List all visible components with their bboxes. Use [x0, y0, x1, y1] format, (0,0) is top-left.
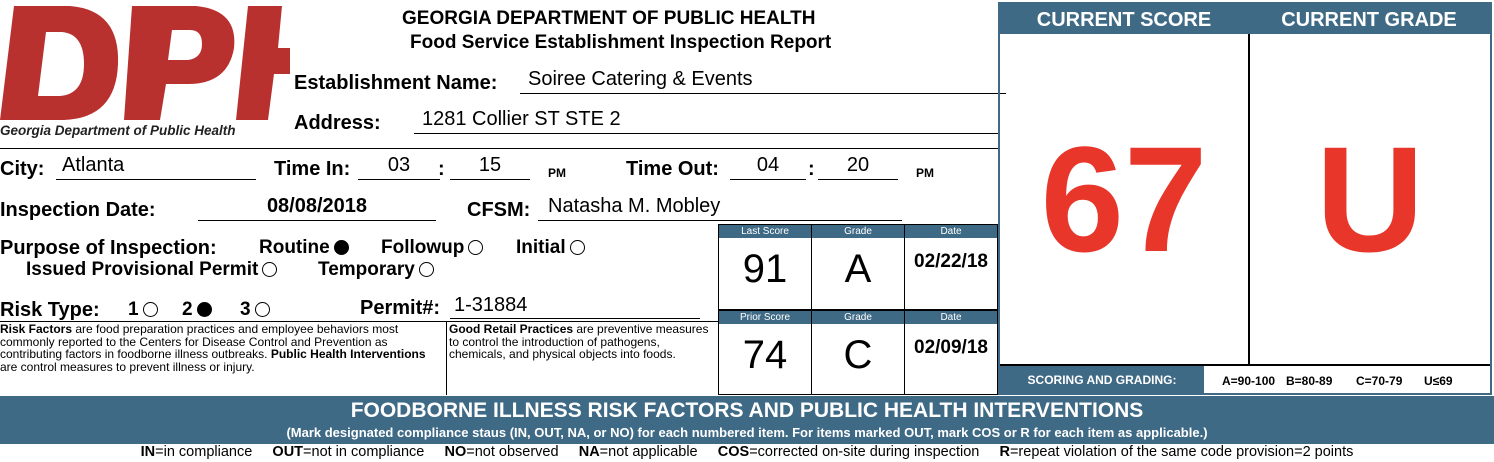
time-in-separator: :	[438, 158, 445, 180]
last-grade-cell	[812, 225, 905, 309]
risk-type-2[interactable]	[182, 299, 212, 321]
phi-text: are control measures to prevent illness or injury.	[0, 359, 255, 374]
risk-type-label: Risk Type:	[0, 299, 100, 321]
purpose-followup-label: Followup	[381, 237, 465, 258]
dph-logo-mark	[0, 4, 290, 126]
purpose-provisional[interactable]	[26, 259, 277, 281]
risk-factors-term: Risk Factors	[0, 322, 73, 336]
risk-type-2-radio[interactable]	[197, 302, 212, 317]
risk-type-1[interactable]	[128, 299, 158, 321]
purpose-label: Purpose of Inspection:	[0, 237, 217, 259]
establishment-name-field[interactable]: Soiree Catering & Events	[520, 68, 1006, 94]
grp-text: are preventive measures to control the introduction of pathogens, chemicals, and physical objects into foods.	[449, 322, 709, 361]
last-date-value: 02/22/18	[914, 251, 988, 272]
prior-score-cell	[719, 311, 812, 395]
prior-date-header: Date	[905, 311, 997, 324]
logo-caption: Georgia Department of Public Health	[0, 123, 236, 138]
current-score-value: 67	[1040, 115, 1208, 283]
last-grade-value: A	[844, 247, 872, 291]
purpose-followup[interactable]	[381, 237, 483, 259]
prior-grade-header: Grade	[812, 311, 904, 324]
last-score-cell	[719, 225, 812, 309]
cfsm-field[interactable]: Natasha M. Mobley	[538, 195, 902, 221]
permit-field[interactable]: 1-31884	[450, 294, 700, 319]
time-out-period: PM	[916, 166, 934, 180]
notes-divider	[446, 321, 447, 395]
address-divider	[0, 148, 998, 149]
permit-label: Permit#:	[360, 297, 441, 319]
risk-type-1-radio[interactable]	[143, 302, 158, 317]
risk-factors-note	[0, 323, 444, 373]
current-grade-value: U	[1315, 115, 1425, 283]
scoring-u: U≤69	[1424, 374, 1453, 388]
time-in-label: Time In:	[274, 158, 351, 180]
purpose-followup-radio[interactable]	[468, 240, 483, 255]
prior-date-value: 02/09/18	[914, 337, 988, 358]
good-retail-note	[449, 323, 719, 361]
scoring-label: SCORING AND GRADING:	[1000, 366, 1204, 395]
current-score-label: CURRENT SCORE	[1036, 9, 1212, 31]
cfsm-label: CFSM:	[467, 199, 531, 221]
time-in-period: PM	[548, 166, 566, 180]
last-grade-header: Grade	[812, 225, 904, 238]
scoring-bar	[1000, 364, 1490, 395]
section-instruction: (Mark designated compliance staus (IN, OUT, NA, or NO) for each numbered item. For items marked OUT, mark COS or R for each item as applicable.)	[286, 425, 1208, 440]
time-in-hour[interactable]: 03	[358, 154, 440, 180]
scoring-a: A=90-100	[1222, 374, 1276, 388]
address-field[interactable]: 1281 Collier ST STE 2	[414, 108, 998, 134]
city-field[interactable]: Atlanta	[56, 154, 256, 180]
last-score-header: Last Score	[719, 225, 811, 238]
purpose-temporary-radio[interactable]	[419, 262, 434, 277]
purpose-initial[interactable]	[516, 237, 585, 259]
last-date-header: Date	[905, 225, 997, 238]
legend-no: NO=not observed	[444, 444, 559, 460]
dph-logo	[0, 4, 290, 140]
prior-score-value: 74	[742, 333, 788, 377]
purpose-routine-label: Routine	[259, 237, 330, 258]
risk-type-3-radio[interactable]	[255, 302, 270, 317]
inspection-date-field[interactable]: 08/08/2018	[198, 195, 436, 221]
prior-score-header: Prior Score	[719, 311, 811, 324]
purpose-temporary[interactable]	[318, 259, 434, 281]
time-out-minute[interactable]: 20	[818, 154, 898, 180]
report-subtitle: Food Service Establishment Inspection Report	[410, 32, 832, 53]
risk-factors-text: are food preparation practices and employee behaviors most commonly reported to the Centers for Disease Control and Prevention as contributing factors in foodborne illness outbreaks.	[0, 322, 399, 361]
risk-type-3-label: 3	[240, 299, 251, 320]
legend-r: R=repeat violation of the same code provision=2 points	[999, 444, 1354, 460]
prior-grade-cell	[812, 311, 905, 395]
legend-in: IN=in compliance	[140, 444, 253, 460]
time-in-minute[interactable]: 15	[450, 154, 530, 180]
purpose-provisional-label: Issued Provisional Permit	[26, 259, 259, 280]
legend-na: NA=not applicable	[578, 444, 698, 460]
section-banner	[0, 396, 1494, 444]
time-out-hour[interactable]: 04	[730, 154, 806, 180]
city-label: City:	[0, 158, 45, 180]
grp-term: Good Retail Practices	[449, 322, 574, 336]
agency-title: GEORGIA DEPARTMENT OF PUBLIC HEALTH	[402, 8, 816, 29]
establishment-name-label: Establishment Name:	[294, 72, 498, 94]
legend-out: OUT=not in compliance	[272, 444, 425, 460]
history-table	[718, 224, 998, 395]
time-out-label: Time Out:	[626, 158, 719, 180]
purpose-initial-label: Initial	[516, 237, 566, 258]
inspection-date-label: Inspection Date:	[0, 199, 156, 221]
purpose-routine-radio[interactable]	[334, 240, 349, 255]
legend-cos: COS=corrected on-site during inspection	[717, 444, 980, 460]
legend	[0, 444, 1494, 460]
last-score-value: 91	[742, 247, 788, 291]
scoring-c: C=70-79	[1356, 374, 1403, 388]
phi-term: Public Health Interventions	[270, 347, 426, 361]
risk-type-3[interactable]	[240, 299, 270, 321]
purpose-provisional-radio[interactable]	[262, 262, 277, 277]
purpose-initial-radio[interactable]	[570, 240, 585, 255]
address-label: Address:	[294, 112, 381, 134]
purpose-temporary-label: Temporary	[318, 259, 415, 280]
current-grade-label: CURRENT GRADE	[1281, 9, 1457, 31]
purpose-routine[interactable]	[259, 237, 349, 259]
last-date-cell	[905, 225, 997, 309]
prior-date-cell	[905, 311, 997, 395]
prior-grade-value: C	[843, 333, 873, 377]
section-title: FOODBORNE ILLNESS RISK FACTORS AND PUBLIC HEALTH INTERVENTIONS	[350, 399, 1144, 422]
risk-type-1-label: 1	[128, 299, 139, 320]
time-out-separator: :	[808, 158, 815, 180]
current-panel	[998, 2, 1492, 395]
risk-type-2-label: 2	[182, 299, 193, 320]
scoring-b: B=80-89	[1286, 374, 1333, 388]
